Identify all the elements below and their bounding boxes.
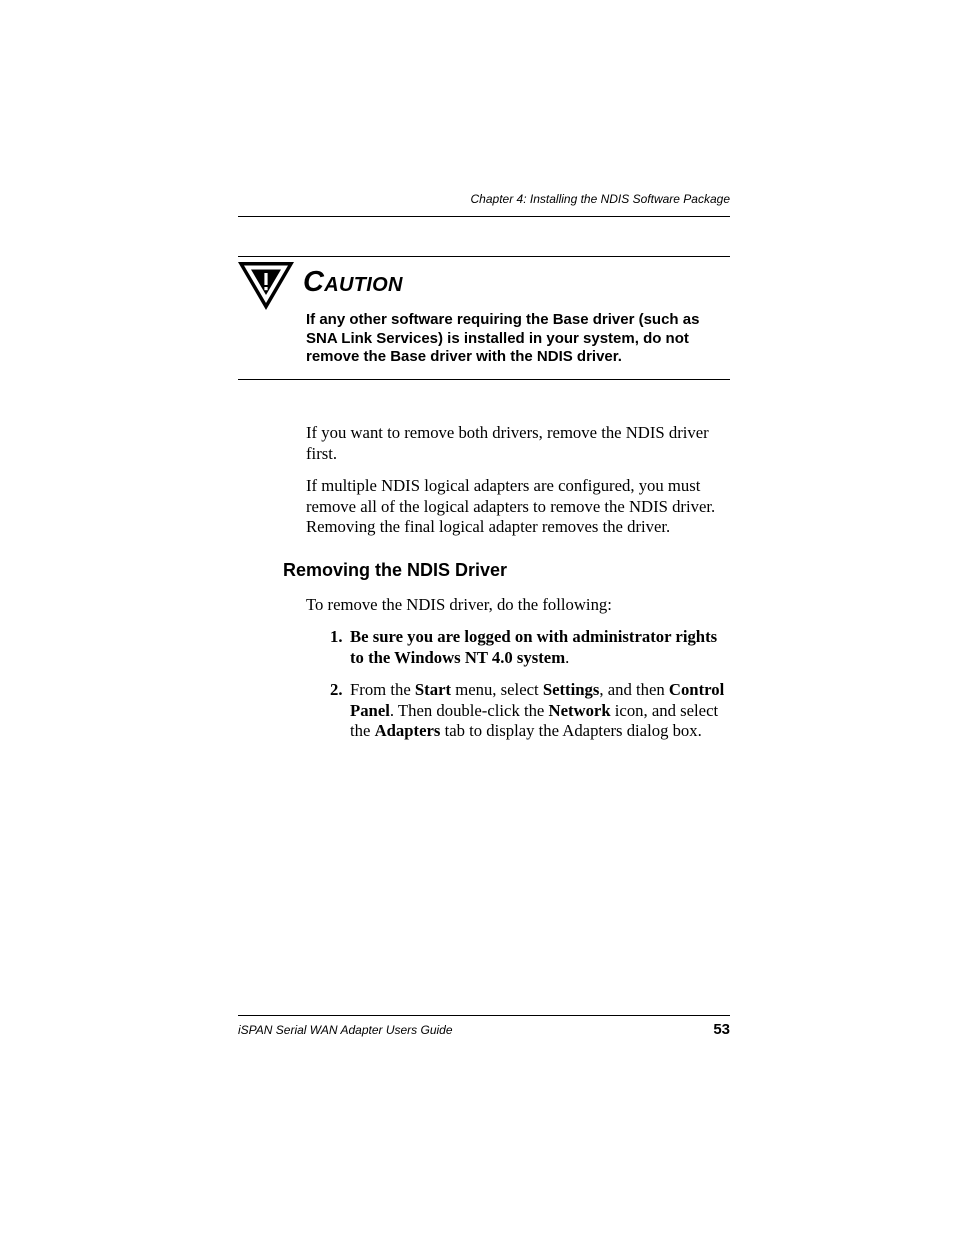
control-panel-term: Control Panel [350, 680, 725, 720]
paragraph-multiple-adapters: If multiple NDIS logical adapters are configured, you must remove all of the logical adapters to remove the NDIS driver. Removing the final logical adapter removes the driver. [306, 476, 716, 536]
step-text-part: menu, select [451, 680, 543, 699]
caution-bottom-rule [238, 379, 730, 380]
caution-body: If any other software requiring the Base driver (such as SNA Link Services) is installed in your system, do not remove the Base driver with the NDIS driver. [306, 311, 700, 365]
running-header: Chapter 4: Installing the NDIS Software Package [470, 192, 730, 206]
footer-rule [238, 1015, 730, 1016]
network-term: Network [548, 700, 611, 720]
paragraph-remove-both: If you want to remove both drivers, remove the NDIS driver first. [306, 423, 709, 463]
section-heading: Removing the NDIS Driver [283, 560, 508, 580]
footer-book-title: iSPAN Serial WAN Adapter Users Guide [238, 1023, 453, 1037]
step-text-part: . Then double-click the [389, 700, 549, 720]
step-number: 2. [330, 680, 343, 699]
step-text-part: icon, and select the [350, 700, 719, 740]
adapters-term: Adapters [374, 721, 441, 740]
caution-title-initial: C [303, 266, 325, 298]
step-text [350, 627, 732, 668]
step-2 [330, 680, 732, 742]
start-menu-term: Start [414, 680, 452, 699]
caution-title [303, 268, 403, 297]
page-number: 53 [713, 1021, 730, 1038]
step-bold-text: Be sure you are logged on with administrator rights to the Windows NT 4.0 system [350, 627, 718, 667]
header-rule [238, 216, 730, 217]
step-text [350, 680, 732, 742]
section-intro: To remove the NDIS driver, do the following: [306, 595, 612, 614]
step-number: 1. [330, 627, 343, 646]
step-text-part: , and then [599, 680, 669, 699]
settings-term: Settings [542, 680, 600, 699]
caution-top-rule [238, 256, 730, 257]
step-text-part: tab to display the Adapters dialog box. [440, 721, 702, 740]
warning-triangle-icon [238, 262, 294, 310]
caution-title-rest: AUTION [324, 274, 403, 296]
step-text-part: From the [350, 680, 415, 699]
step-text-end: . [565, 647, 570, 667]
step-1 [330, 627, 732, 668]
